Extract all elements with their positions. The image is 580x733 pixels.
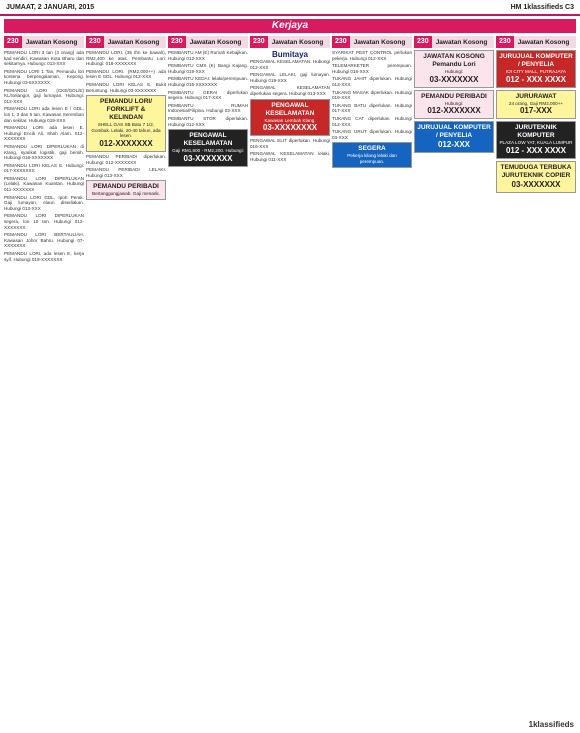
- classified-ad: PEMANDU LORI (CKE/GDL/E) KL/Selangor, gaji lumayan. Hubungi: 012-XXX: [4, 87, 84, 104]
- ad-title: PEMANDU LORI/ FORKLIFT & KELINDAN: [100, 98, 152, 122]
- classified-ad: PENGAWAL KESELAMATAN diperlukan segera. Hubungi 013-XXX: [250, 85, 330, 96]
- issue-date: JUMAAT, 2 JANUARI, 2015: [6, 3, 95, 11]
- classified-ad: PEMANDU LORI KELAS E. Hubungi: 017-XXXXXXX: [4, 162, 84, 174]
- ad-body: Gaji RM1,600 - RM2,200. Hubungi:: [172, 148, 244, 154]
- boxed-ad: [86, 95, 166, 152]
- brand-logo: 1klassifieds: [528, 720, 574, 729]
- ad-title: JURUJUAL KOMPUTER / PENYELIA: [499, 53, 573, 68]
- classified-ad: PEMANDU LORI 1 Tan, Pemandu lori kontena berpengalaman, Kepong. Hubungi 03-6XXXXXX: [4, 68, 84, 85]
- classified-ad: PEMANDU LORI DIPERLUKAN di Klang, syarikat logistik, gaji bersih. Hubungi 016-XXXXXXX: [4, 143, 84, 161]
- classified-ad: TUKANG CAT diperlukan. Hubungi 012-XXX: [332, 115, 412, 127]
- boxed-ad: [250, 99, 330, 137]
- top-bar: [0, 0, 580, 16]
- ad-title: JURURAWAT: [515, 92, 557, 100]
- category-title: Jawatan Kosong: [435, 38, 488, 46]
- category-code: 230: [250, 36, 268, 48]
- ad-title: JAWATAN KOSONG: [423, 53, 485, 60]
- classified-ad: PEMBANTU AM (E) Rumah Kebajikan. Hubungi 012-XXX: [168, 50, 248, 61]
- classified-ad: PEMBANTU RUMAH Indonesia/Filipina. Hubungi 03-XXX: [168, 102, 248, 114]
- category-code: 230: [496, 36, 514, 48]
- column-header: [414, 36, 494, 48]
- ad-phone: 03-XXXXXXXX: [262, 123, 318, 133]
- ad-body: Hubungi:: [444, 69, 464, 74]
- ad-title: SEGERA: [358, 145, 386, 153]
- boxed-ad: [414, 90, 494, 120]
- classified-ad: PEMANDU LORI. (RM2,000++) ada lesen E GDL. Hubungi 012-XXX: [86, 68, 166, 80]
- category-title: Jawatan Kosong: [271, 38, 324, 46]
- classified-ad: PEMANDU LORI, ada lesen E, kerja syif. Hubungi 019-XXXXXXX: [4, 251, 84, 262]
- ad-body: Pekerja kilang lelaki dan perempuan.: [347, 153, 397, 164]
- column-2: [86, 36, 166, 729]
- column-3: [168, 36, 248, 729]
- boxed-ad: [86, 180, 166, 200]
- ad-body: SHELL GAS SB Batu 7 1/2, Gombak. Lelaki, 20-40 tahun, ada lesen.: [91, 122, 161, 139]
- category-title: Jawatan Kosong: [517, 38, 570, 46]
- category-title: Jawatan Kosong: [353, 38, 406, 46]
- ad-title: PENGAWAL KESELAMATAN: [265, 101, 315, 117]
- category-code: 230: [86, 36, 104, 48]
- ad-phone: 03-XXXXXXX: [183, 153, 233, 163]
- edition-label: HM 1klassifieds C3: [510, 3, 574, 11]
- ad-phone: 012 - XXX XXXX: [505, 145, 567, 155]
- category-code: 230: [414, 36, 432, 48]
- classified-ad: PEMANDU LORI 3 tan (3 orang) ada kad sendiri, Kawasan Kota Bharu dan sekitarnya. Hubungi: 013-XXX: [4, 50, 84, 67]
- company-logo: Bumitaya: [271, 50, 308, 59]
- ad-phone: 017-XXX: [519, 106, 553, 116]
- classified-ad: PEMANDU PERIBADI diperlukan. Hubungi: 012-XXXXXXX: [86, 153, 166, 165]
- classified-ad: PEMBANTU STOR diperlukan. Hubungi 012-XXX: [168, 115, 248, 127]
- classified-columns: [4, 36, 576, 729]
- column-7: [496, 36, 576, 729]
- classified-ad: PENGAWAL ELIT diperlukan. Hubungi 016-XXX: [250, 138, 330, 149]
- ad-body: IOI CITY MALL, PUTRAJAYA: [506, 69, 566, 74]
- ad-body: Kawasan Lembah Klang.: [264, 117, 316, 123]
- boxed-ad: [168, 129, 248, 167]
- ad-subtitle: Pemandu Lori: [432, 61, 476, 68]
- classified-ad: PEMANDU LORI ada lesen E. Hubungi Encik Ali, Shah Alam. 012-XXXXXXX: [4, 125, 84, 142]
- classified-ad: PEMANDU LORI DIPERLUKAN (Lelaki). Kawasan Kuantan. Hubungi 011-XXXXXXX: [4, 175, 84, 193]
- ad-title: JURUJUAL KOMPUTER / PENYELIA: [417, 124, 491, 140]
- ad-title: PEMANDU PERIBADI: [93, 183, 159, 191]
- boxed-ad: [332, 142, 412, 167]
- boxed-ad: [414, 50, 494, 88]
- category-title: Jawatan Kosong: [107, 38, 160, 46]
- ad-title: TEMUDUGA TERBUKA JURUTEKNIK COPIER: [500, 163, 572, 179]
- classified-ad: PEMANDU LORI KELAS E, Bukit Beruntung. Hubungi 03-XXXXXXX: [86, 81, 166, 93]
- column-4: [250, 36, 330, 729]
- classified-ad: PEMBANTU KEDAI: lelaki/perempuan. Hubungi 016-XXXXXXX: [168, 76, 248, 87]
- ad-body: Bertanggungjawab. Gaji menarik.: [92, 191, 160, 197]
- classified-ad: PEMANDU PERIBADI LELAKI. Hubungi 013-XXX: [86, 167, 166, 178]
- classified-ad: PEMANDU LORI DIPERLUKAN segera, lori 10 tan. Hubungi 012-XXXXXXX: [4, 213, 84, 230]
- boxed-ad: [414, 121, 494, 153]
- classified-ad: TUKANG BATU diperlukan. Hubungi 017-XXX: [332, 102, 412, 114]
- classified-ad: TUKANG MASAK diperlukan. Hubungi 019-XXX: [332, 89, 412, 101]
- classified-ad: PEMANDU LORI BERTAULIAH. Kawasan Johor Bahru. Hubungi 07-XXXXXXX: [4, 232, 84, 249]
- ad-title: JURUTEKNIK KOMPUTER: [515, 124, 557, 140]
- ad-title: PENGAWAL KESELAMATAN: [183, 132, 233, 148]
- column-header: [250, 36, 330, 48]
- boxed-ad: [496, 50, 576, 88]
- column-header: [332, 36, 412, 48]
- category-title: Jawatan Kosong: [25, 38, 78, 46]
- classified-ad: PEMANDU LORI. (35 thn ke bawah), RM2,400 ke atas. Pembantu Lori: Hubungi: 016-XXXXXXX: [86, 50, 166, 67]
- classified-ad: PEMANDU LORI GDL, Ipoh Perak. Gaji lumayan, elaun disediakan. Hubungi 013-XXX: [4, 194, 84, 211]
- classified-ad: PENGAWAL KESELAMATAN lelaki. Hubungi 011-XXX: [250, 151, 330, 162]
- classified-ad: PEMBANTU GERAI diperlukan segera. Hubungi 017-XXX: [168, 89, 248, 101]
- classified-ad: PENGAWAL LELAKI, gaji lumayan. Hubungi 019-XXX: [250, 72, 330, 83]
- classified-ad: PENGAWAL KESELAMATAN. Hubungi 012-XXX: [250, 59, 330, 70]
- column-header: [4, 36, 84, 48]
- column-5: [332, 36, 412, 729]
- ad-body: Hubungi:: [444, 100, 464, 106]
- category-code: 230: [168, 36, 186, 48]
- classified-ad: PEMBANTU CMS (K) Bangi Kajang. Hubungi 019-XXX: [168, 63, 248, 74]
- classified-ad: TUKANG JAHIT diperlukan. Hubungi 013-XXX: [332, 76, 412, 87]
- ad-phone: 012 - XXX XXXX: [505, 74, 567, 84]
- ad-phone: 03-XXXXXXX: [511, 179, 561, 189]
- ad-phone: 012-XXXXXXX: [427, 106, 481, 116]
- category-title: Jawatan Kosong: [189, 38, 242, 46]
- classified-ad: TUKANG URUT diperlukan. Hubungi 03-XXX: [332, 129, 412, 140]
- ad-phone: 012-XXX: [437, 140, 471, 150]
- section-banner: Kerjaya: [4, 19, 576, 33]
- ad-phone: 03-XXXXXXX: [429, 74, 479, 84]
- ad-body: PLAZA LOW YAT, KUALA LUMPUR: [499, 140, 573, 146]
- category-code: 230: [332, 36, 350, 48]
- column-6: [414, 36, 494, 729]
- boxed-ad: [496, 90, 576, 120]
- classified-ad: TELEMARKETER perempuan. Hubungi 016-XXX: [332, 63, 412, 74]
- classified-ad: PEMANDU LORI ada lesen E / GDL, lori 1, 3 dan 5 tan. Kawasan Seremban dan sekitar. Hubungi 019-XXX: [4, 106, 84, 123]
- column-header: [168, 36, 248, 48]
- ad-title: PEMANDU PERIBADI: [421, 92, 487, 100]
- ad-phone: 012-XXXXXXX: [99, 138, 153, 148]
- column-header: [496, 36, 576, 48]
- boxed-ad: [496, 121, 576, 159]
- column-header: [86, 36, 166, 48]
- classified-ad: SYARIKAT PEST CONTROL perlukan pekerja. Hubungi 012-XXX: [332, 50, 412, 61]
- column-1: [4, 36, 84, 729]
- ad-body: 24 orang, Gaji RM2,000++: [508, 100, 564, 106]
- boxed-ad: [496, 161, 576, 193]
- category-code: 230: [4, 36, 22, 48]
